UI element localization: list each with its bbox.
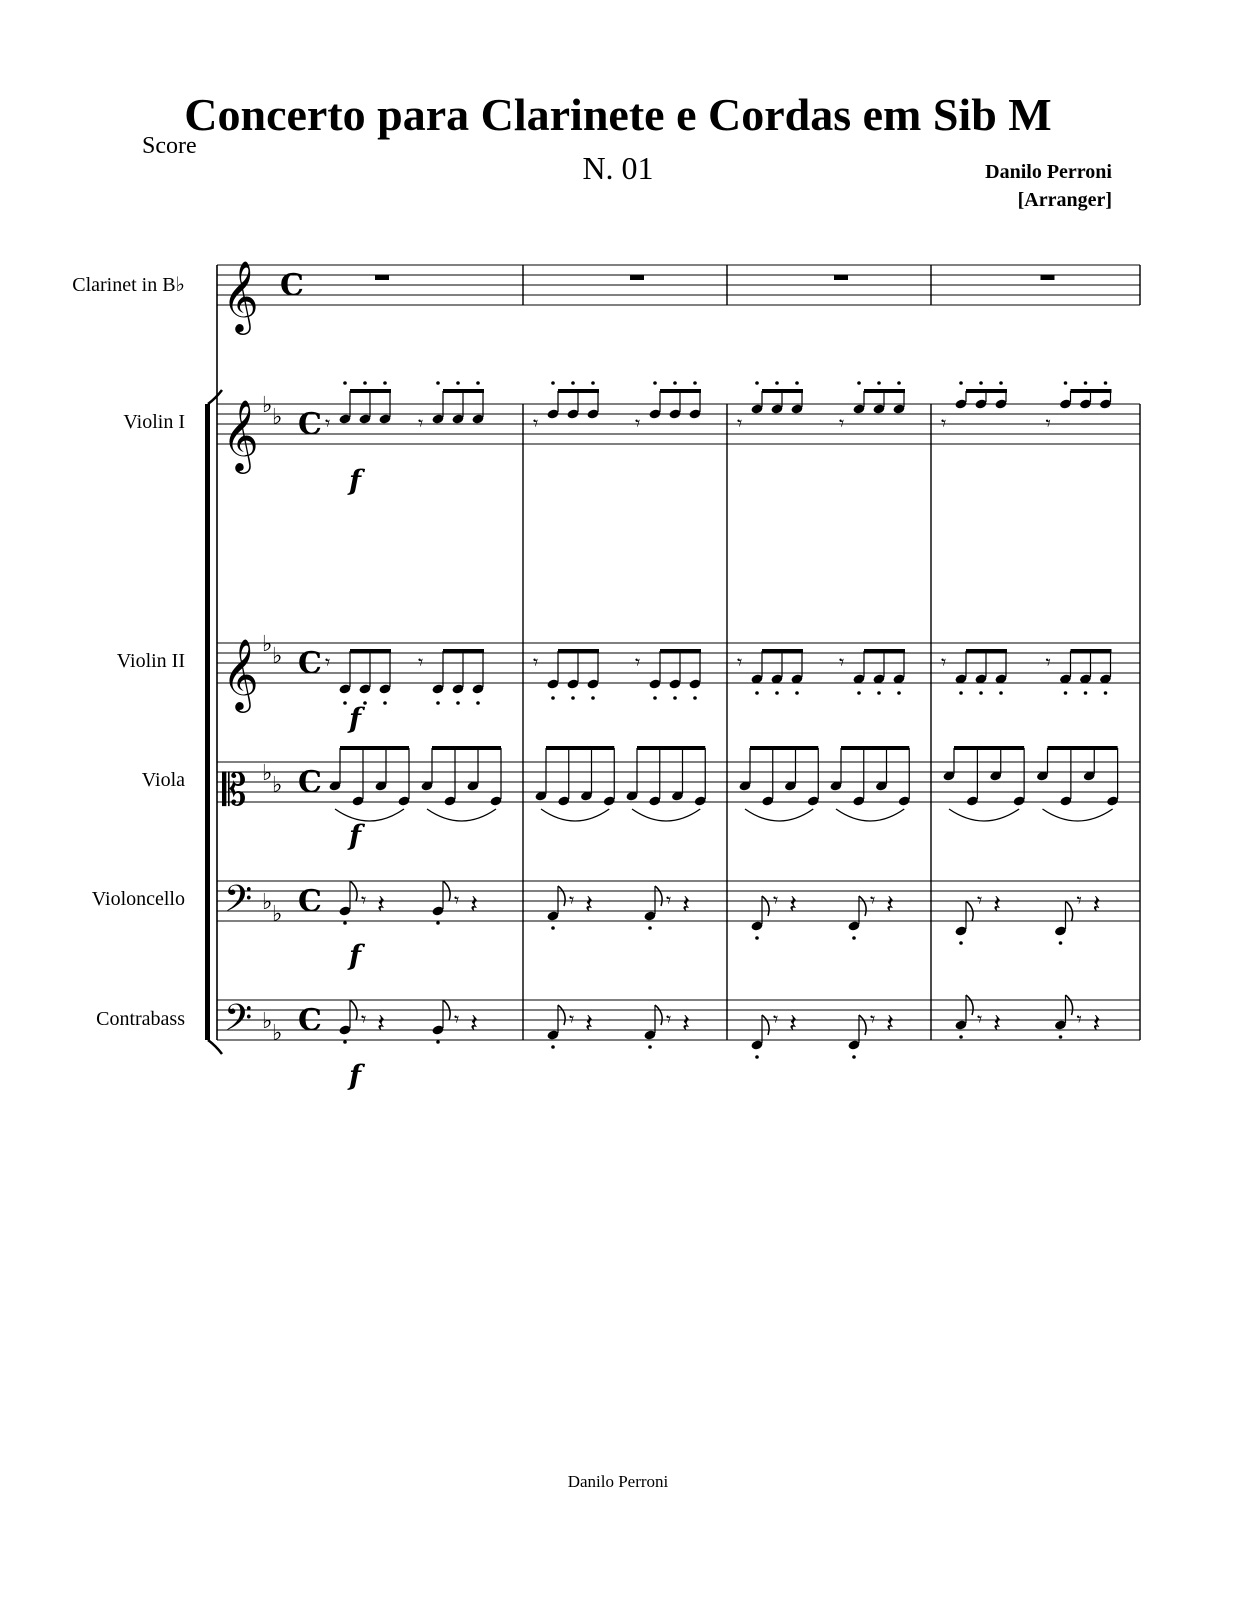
- note-flag: [859, 1015, 866, 1035]
- note-flag: [966, 995, 973, 1015]
- eighth-rest-icon: 𝄾: [870, 1007, 876, 1031]
- eighth-rest-icon: 𝄾: [977, 888, 983, 912]
- slur: [427, 809, 496, 821]
- beam: [340, 746, 409, 750]
- whole-rest: [375, 275, 389, 280]
- quarter-rest-icon: 𝄽: [682, 1009, 690, 1039]
- beam: [432, 746, 501, 750]
- staccato-dot: [436, 1040, 440, 1044]
- staccato-dot: [959, 381, 963, 385]
- slur: [949, 809, 1019, 821]
- eighth-rest-icon: 𝄾: [325, 411, 331, 435]
- beam: [1071, 649, 1112, 653]
- staccato-dot: [775, 691, 779, 695]
- staccato-dot: [591, 381, 595, 385]
- page-title: Concerto para Clarinete e Cordas em Sib M: [184, 89, 1052, 140]
- instrument-label-violin-1: Violin I: [123, 411, 185, 433]
- staccato-dot: [877, 381, 881, 385]
- beam: [966, 649, 1007, 653]
- quarter-rest-icon: 𝄽: [993, 890, 1001, 920]
- flat-sign-icon: ♭: [262, 632, 273, 657]
- instrument-label-viola: Viola: [141, 769, 185, 791]
- eighth-rest-icon: 𝄾: [533, 411, 539, 435]
- dynamic-forte: f: [349, 464, 362, 497]
- instrument-label-violin-2: Violin II: [116, 650, 185, 672]
- treble-clef-icon: 𝄞: [222, 398, 259, 471]
- flat-sign-icon: ♭: [262, 1009, 273, 1034]
- staccato-dot: [795, 691, 799, 695]
- alto-clef-icon: 𝄡: [222, 765, 247, 816]
- staccato-dot: [551, 381, 555, 385]
- staccato-dot: [436, 381, 440, 385]
- staccato-dot: [959, 1035, 963, 1039]
- eighth-rest-icon: 𝄾: [737, 411, 743, 435]
- quarter-rest-icon: 𝄽: [470, 890, 478, 920]
- dynamic-forte: f: [349, 819, 362, 852]
- quarter-rest-icon: 𝄽: [470, 1009, 478, 1039]
- flat-sign-icon: ♭: [272, 1021, 283, 1046]
- beam: [841, 746, 909, 750]
- staccato-dot: [383, 701, 387, 705]
- time-signature: C: [298, 884, 322, 919]
- beam: [637, 746, 705, 750]
- footer-credit: Danilo Perroni: [567, 1472, 669, 1491]
- eighth-rest-icon: 𝄾: [325, 650, 331, 674]
- bracket-hook-bottom: [208, 1040, 222, 1054]
- note-flag: [558, 1005, 565, 1025]
- beam: [864, 389, 905, 393]
- note-flag: [655, 1005, 662, 1025]
- eighth-rest-icon: 𝄾: [773, 1007, 779, 1031]
- flat-sign-icon: ♭: [262, 761, 273, 786]
- staccato-dot: [343, 381, 347, 385]
- slur: [541, 809, 609, 821]
- staccato-dot: [755, 691, 759, 695]
- staccato-dot: [959, 691, 963, 695]
- staccato-dot: [343, 1040, 347, 1044]
- beam: [660, 389, 701, 393]
- bracket-hook-top: [208, 390, 222, 404]
- quarter-rest-icon: 𝄽: [993, 1009, 1001, 1039]
- beam: [966, 389, 1007, 393]
- staccato-dot: [1064, 381, 1068, 385]
- eighth-rest-icon: 𝄾: [941, 650, 947, 674]
- staccato-dot: [653, 696, 657, 700]
- beam: [350, 649, 391, 653]
- eighth-rest-icon: 𝄾: [361, 1007, 367, 1031]
- eighth-rest-icon: 𝄾: [569, 888, 575, 912]
- score-label: Score: [142, 133, 197, 159]
- quarter-rest-icon: 𝄽: [682, 890, 690, 920]
- staccato-dot: [343, 921, 347, 925]
- quarter-rest-icon: 𝄽: [789, 1009, 797, 1039]
- staccato-dot: [897, 381, 901, 385]
- time-signature: C: [280, 268, 304, 303]
- eighth-rest-icon: 𝄾: [1076, 888, 1082, 912]
- staccato-dot: [959, 941, 963, 945]
- staccato-dot: [775, 381, 779, 385]
- staccato-dot: [1104, 381, 1108, 385]
- eighth-rest-icon: 𝄾: [1076, 1007, 1082, 1031]
- eighth-rest-icon: 𝄾: [635, 650, 641, 674]
- staccato-dot: [343, 701, 347, 705]
- staccato-dot: [383, 381, 387, 385]
- time-signature: C: [298, 1003, 322, 1038]
- flat-sign-icon: ♭: [272, 773, 283, 798]
- staccato-dot: [755, 936, 759, 940]
- staccato-dot: [755, 381, 759, 385]
- beam: [762, 649, 803, 653]
- eighth-rest-icon: 𝄾: [977, 1007, 983, 1031]
- eighth-rest-icon: 𝄾: [839, 411, 845, 435]
- treble-clef-icon: 𝄞: [222, 259, 259, 332]
- beam: [864, 649, 905, 653]
- staccato-dot: [476, 381, 480, 385]
- eighth-rest-icon: 𝄾: [870, 888, 876, 912]
- staccato-dot: [456, 381, 460, 385]
- flat-sign-icon: ♭: [272, 644, 283, 669]
- staccato-dot: [1104, 691, 1108, 695]
- note-flag: [762, 896, 769, 916]
- slur: [745, 809, 813, 821]
- staccato-dot: [571, 696, 575, 700]
- strings-bracket: [205, 404, 210, 1040]
- beam: [660, 649, 701, 653]
- eighth-rest-icon: 𝄾: [569, 1007, 575, 1031]
- quarter-rest-icon: 𝄽: [377, 890, 385, 920]
- note-flag: [558, 886, 565, 906]
- eighth-rest-icon: 𝄾: [454, 1007, 460, 1031]
- eighth-rest-icon: 𝄾: [454, 888, 460, 912]
- composer-role: [Arranger]: [1017, 189, 1112, 211]
- flat-sign-icon: ♭: [262, 393, 273, 418]
- staccato-dot: [456, 701, 460, 705]
- beam: [1071, 389, 1112, 393]
- staccato-dot: [999, 691, 1003, 695]
- beam: [954, 746, 1024, 750]
- staccato-dot: [1064, 691, 1068, 695]
- whole-rest: [1041, 275, 1055, 280]
- staccato-dot: [979, 691, 983, 695]
- staccato-dot: [999, 381, 1003, 385]
- beam: [546, 746, 614, 750]
- staccato-dot: [897, 691, 901, 695]
- eighth-rest-icon: 𝄾: [418, 411, 424, 435]
- eighth-rest-icon: 𝄾: [361, 888, 367, 912]
- eighth-rest-icon: 𝄾: [839, 650, 845, 674]
- flat-sign-icon: ♭: [272, 405, 283, 430]
- dynamic-forte: f: [349, 1059, 362, 1092]
- eighth-rest-icon: 𝄾: [666, 1007, 672, 1031]
- note-flag: [859, 896, 866, 916]
- slur: [335, 809, 404, 821]
- staccato-dot: [476, 701, 480, 705]
- staccato-dot: [436, 701, 440, 705]
- staccato-dot: [363, 381, 367, 385]
- staccato-dot: [571, 381, 575, 385]
- slur: [836, 809, 904, 821]
- eighth-rest-icon: 𝄾: [1045, 411, 1051, 435]
- instrument-label-violoncello: Violoncello: [91, 888, 185, 910]
- eighth-rest-icon: 𝄾: [737, 650, 743, 674]
- staccato-dot: [857, 691, 861, 695]
- staccato-dot: [877, 691, 881, 695]
- staccato-dot: [648, 1045, 652, 1049]
- dynamic-forte: f: [349, 702, 362, 735]
- dynamic-forte: f: [349, 939, 362, 972]
- staccato-dot: [551, 696, 555, 700]
- beam: [350, 389, 391, 393]
- staccato-dot: [673, 696, 677, 700]
- staccato-dot: [852, 936, 856, 940]
- beam: [558, 649, 599, 653]
- quarter-rest-icon: 𝄽: [886, 1009, 894, 1039]
- eighth-rest-icon: 𝄾: [533, 650, 539, 674]
- time-signature: C: [298, 407, 322, 442]
- flat-sign-icon: ♭: [272, 902, 283, 927]
- beam: [750, 746, 818, 750]
- beam: [558, 389, 599, 393]
- bass-clef-icon: 𝄢: [224, 878, 253, 929]
- note-flag: [1066, 995, 1073, 1015]
- page-subtitle: N. 01: [582, 150, 654, 186]
- staccato-dot: [436, 921, 440, 925]
- instrument-label-contrabass: Contrabass: [96, 1008, 185, 1030]
- staccato-dot: [648, 926, 652, 930]
- staccato-dot: [693, 381, 697, 385]
- quarter-rest-icon: 𝄽: [789, 890, 797, 920]
- instrument-label-clarinet: Clarinet in B♭: [72, 274, 185, 296]
- note-flag: [762, 1015, 769, 1035]
- staccato-dot: [1059, 1035, 1063, 1039]
- staccato-dot: [673, 381, 677, 385]
- staccato-dot: [363, 701, 367, 705]
- eighth-rest-icon: 𝄾: [773, 888, 779, 912]
- quarter-rest-icon: 𝄽: [1092, 1009, 1101, 1039]
- slur: [632, 809, 700, 821]
- beam: [443, 389, 484, 393]
- beam: [762, 389, 803, 393]
- eighth-rest-icon: 𝄾: [941, 411, 947, 435]
- bass-clef-icon: 𝄢: [224, 997, 253, 1048]
- composer-name: Danilo Perroni: [985, 161, 1112, 183]
- time-signature: C: [298, 765, 322, 800]
- staccato-dot: [591, 696, 595, 700]
- staccato-dot: [755, 1055, 759, 1059]
- eighth-rest-icon: 𝄾: [666, 888, 672, 912]
- eighth-rest-icon: 𝄾: [1045, 650, 1051, 674]
- quarter-rest-icon: 𝄽: [377, 1009, 385, 1039]
- staccato-dot: [693, 696, 697, 700]
- slur: [1043, 809, 1113, 821]
- eighth-rest-icon: 𝄾: [418, 650, 424, 674]
- quarter-rest-icon: 𝄽: [585, 1009, 593, 1039]
- staccato-dot: [551, 1045, 555, 1049]
- staccato-dot: [979, 381, 983, 385]
- note-flag: [655, 886, 662, 906]
- staccato-dot: [1059, 941, 1063, 945]
- beam: [443, 649, 484, 653]
- staccato-dot: [653, 381, 657, 385]
- staccato-dot: [852, 1055, 856, 1059]
- beam: [1048, 746, 1118, 750]
- staccato-dot: [551, 926, 555, 930]
- eighth-rest-icon: 𝄾: [635, 411, 641, 435]
- staccato-dot: [1084, 691, 1088, 695]
- whole-rest: [834, 275, 848, 280]
- time-signature: C: [298, 646, 322, 681]
- staccato-dot: [1084, 381, 1088, 385]
- quarter-rest-icon: 𝄽: [1092, 890, 1101, 920]
- quarter-rest-icon: 𝄽: [886, 890, 894, 920]
- quarter-rest-icon: 𝄽: [585, 890, 593, 920]
- flat-sign-icon: ♭: [262, 890, 273, 915]
- staccato-dot: [857, 381, 861, 385]
- staccato-dot: [795, 381, 799, 385]
- treble-clef-icon: 𝄞: [222, 637, 259, 710]
- whole-rest: [630, 275, 644, 280]
